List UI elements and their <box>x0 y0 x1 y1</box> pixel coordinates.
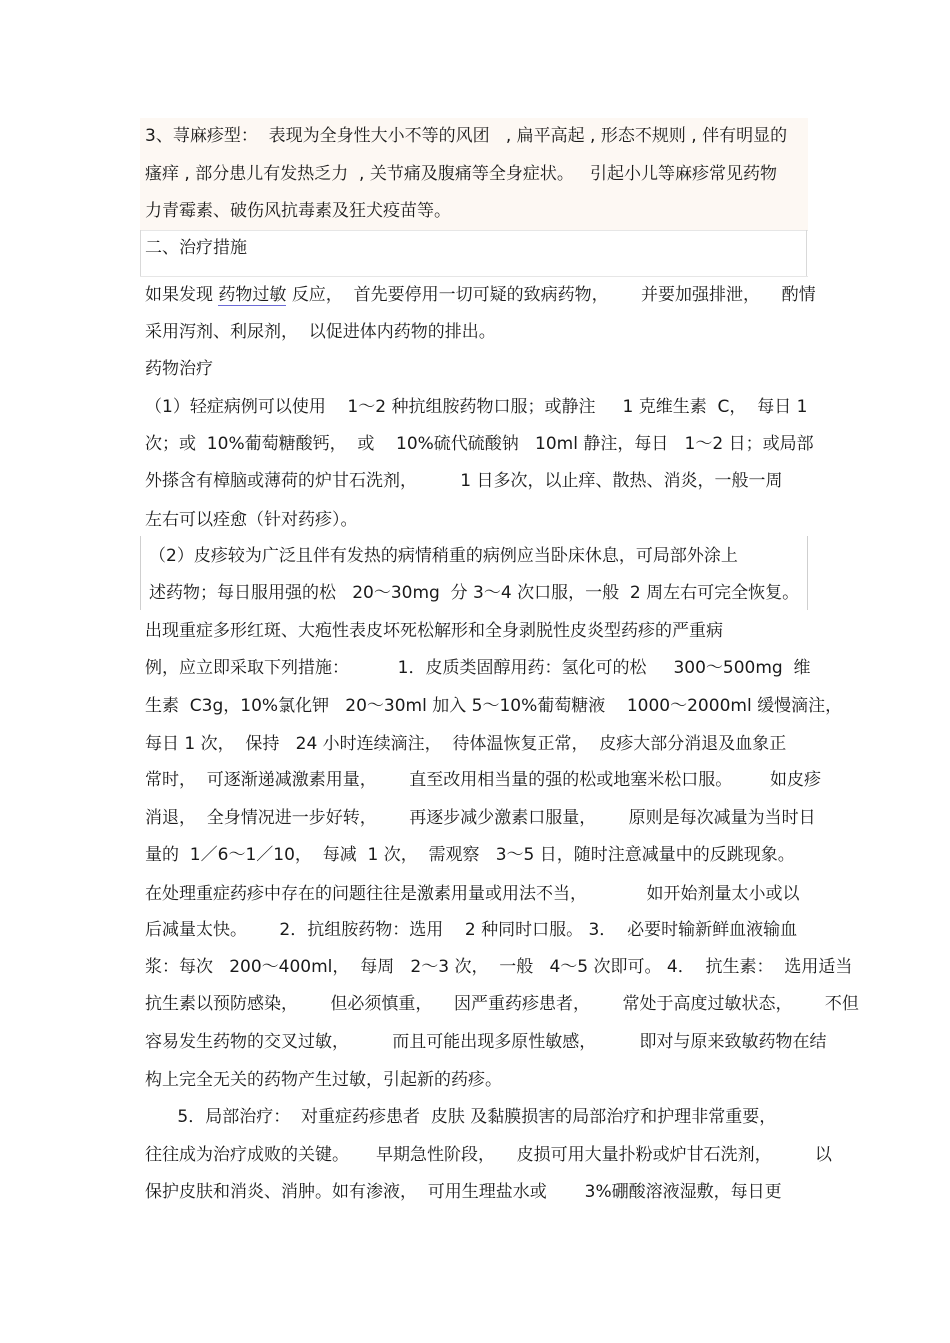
text-line: 左右可以痊愈（针对药疹）。 <box>145 510 358 530</box>
text-line: 生素 C3g，10%氯化钾 20～30ml 加入 5～10%葡萄糖液 1000～2000ml 缓慢滴注， <box>145 696 843 716</box>
text-line: 次；或 10%葡萄糖酸钙， 或 10%硫代硫酸钠 10ml 静注，每日 1～2 日；或局部 <box>145 434 814 454</box>
text-line: 采用泻剂、利尿剂， 以促进体内药物的排出。 <box>145 322 496 342</box>
divider-line <box>140 230 808 231</box>
text-line: 消退， 全身情况进一步好转， 再逐步减少激素口服量， 原则是每次减量为当时日 <box>145 808 816 828</box>
text-line: 3、荨麻疹型： 表现为全身性大小不等的风团 , 扁平高起 , 形态不规则 , 伴有明显的 <box>145 126 788 146</box>
text-line: （1）轻症病例可以使用 1～2 种抗组胺药物口服；或静注 1 克维生素 C， 每日 1 <box>145 397 808 417</box>
text-line: 往往成为治疗成败的关键。 早期急性阶段， 皮损可用大量扑粉或炉甘石洗剂， 以 <box>145 1145 832 1165</box>
text-line: 外搽含有樟脑或薄荷的炉甘石洗剂， 1 日多次，以止痒、散热、消炎，一般一周 <box>145 471 783 491</box>
text-line: 常时， 可逐渐递减激素用量， 直至改用相当量的强的松或地塞米松口服。 如皮疹 <box>145 770 822 790</box>
text-line: 量的 1／6～1／10， 每减 1 次， 需观察 3～5 日，随时注意减量中的反跳现象。 <box>145 845 795 865</box>
text-line: 构上完全无关的药物产生过敏，引起新的药疹。 <box>145 1070 502 1090</box>
text-line: 力青霉素、破伤风抗毒素及狂犬疫苗等。 <box>145 201 451 221</box>
subheading: 药物治疗 <box>145 359 213 379</box>
text-prefix: 如果发现 <box>145 285 219 305</box>
text-line: 在处理重症药疹中存在的问题往往是激素用量或用法不当， 如开始剂量太小或以 <box>145 884 800 904</box>
text-line: 每日 1 次， 保持 24 小时连续滴注， 待体温恢复正常， 皮疹大部分消退及血象正 <box>145 734 787 754</box>
divider-line <box>140 230 141 276</box>
text-line: 5．局部治疗： 对重症药疹患者 皮肤 及黏膜损害的局部治疗和护理非常重要， <box>145 1107 777 1127</box>
drug-allergy-link[interactable]: 药物过敏 <box>218 285 287 305</box>
text-line: 例，应立即采取下列措施： 1．皮质类固醇用药：氢化可的松 300～500mg 维 <box>145 658 811 678</box>
text-line: 出现重症多形红斑、大疱性表皮坏死松解形和全身剥脱性皮炎型药疹的严重病 <box>145 621 723 641</box>
text-line: 保护皮肤和消炎、消肿。如有渗液， 可用生理盐水或 3%硼酸溶液湿敷，每日更 <box>145 1182 782 1202</box>
text-line: 抗生素以预防感染， 但必须慎重， 因严重药疹患者， 常处于高度过敏状态， 不但 <box>145 994 859 1014</box>
text-line: （2）皮疹较为广泛且伴有发热的病情稍重的病例应当卧床休息，可局部外涂上 <box>149 546 738 566</box>
text-line: 瘙痒 , 部分患儿有发热乏力 , 关节痛及腹痛等全身症状。 引起小儿等麻疹常见药物 <box>145 164 778 184</box>
text-line: 后减量太快。 2．抗组胺药物：选用 2 种同时口服。 3． 必要时输新鲜血液输血 <box>145 920 798 940</box>
text-line: 述药物；每日服用强的松 20～30mg 分 3～4 次口服，一般 2 周左右可完全恢复。 <box>149 583 800 603</box>
text-line: 容易发生药物的交叉过敏， 而且可能出现多原性敏感， 即对与原来致敏药物在结 <box>145 1032 827 1052</box>
divider-line <box>140 276 808 277</box>
divider-line <box>806 230 807 276</box>
section-heading: 二、治疗措施 <box>145 238 247 258</box>
text-line-with-link <box>145 285 816 305</box>
text-line: 浆：每次 200～400ml， 每周 2～3 次， 一般 4～5 次即可。 4． 抗生素： 选用适当 <box>145 957 853 977</box>
text-line: 反应， 首先要停用一切可疑的致病药物， 并要加强排泄， 酌情 <box>291 285 816 305</box>
